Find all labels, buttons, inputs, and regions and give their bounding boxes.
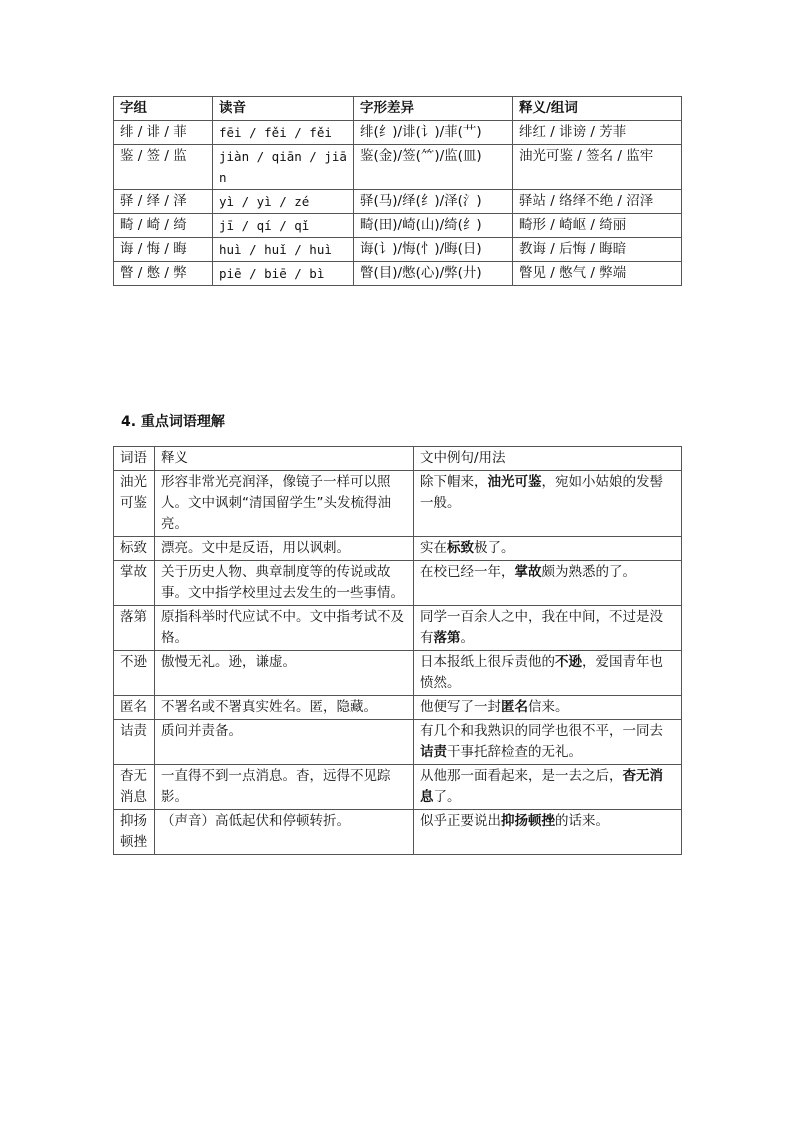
word-cell: 诘责 — [114, 720, 155, 765]
table-row — [114, 651, 682, 696]
pinyin-cell: fēi / fěi / fěi — [213, 121, 354, 145]
column-header: 文中例句/用法 — [414, 447, 682, 471]
example-keyword: 匿名 — [501, 699, 528, 715]
example-keyword: 落第 — [433, 630, 461, 646]
example-cell — [414, 537, 682, 561]
example-keyword: 抑扬顿挫 — [501, 813, 555, 829]
example-text: 信来。 — [528, 699, 569, 715]
example-text: 在校已经一年， — [420, 564, 515, 580]
column-header: 释义 — [155, 447, 414, 471]
example-cell — [414, 696, 682, 720]
meaning-cell: 畸形 / 崎岖 / 绮丽 — [513, 214, 682, 238]
table-row — [114, 262, 682, 286]
meaning-cell: 绯红 / 诽谤 / 芳菲 — [513, 121, 682, 145]
word-cell: 杳无消息 — [114, 765, 155, 810]
radical-cell: 驿(马)/绎(纟)/泽(氵) — [354, 190, 513, 214]
word-cell: 掌故 — [114, 561, 155, 606]
example-text: 。 — [460, 630, 474, 646]
example-text: 从他那一面看起来，是一去之后， — [420, 768, 623, 784]
definition-cell: 傲慢无礼。逊，谦虚。 — [155, 651, 414, 696]
definition-cell: 不署名或不署真实姓名。匿，隐藏。 — [155, 696, 414, 720]
meaning-cell: 瞥见 / 憋气 / 弊端 — [513, 262, 682, 286]
table-row — [114, 471, 682, 537]
meaning-cell: 驿站 / 络绎不绝 / 沼泽 — [513, 190, 682, 214]
example-text: ，爱国青年也愤然。 — [420, 654, 663, 691]
example-keyword: 油光可鉴 — [487, 474, 542, 490]
table-row — [114, 537, 682, 561]
meaning-cell: 教诲 / 后悔 / 晦暗 — [513, 238, 682, 262]
table-row — [114, 810, 682, 855]
char-group-cell: 绯 / 诽 / 菲 — [114, 121, 213, 145]
definition-cell: 漂亮。文中是反语，用以讽刺。 — [155, 537, 414, 561]
example-text: 同学一百余人之中，我在中间，不过是没有 — [420, 609, 663, 646]
table-row — [114, 190, 682, 214]
pinyin-cell: yì / yì / zé — [213, 190, 354, 214]
pinyin-cell: huì / huǐ / huì — [213, 238, 354, 262]
example-cell — [414, 561, 682, 606]
word-cell: 标致 — [114, 537, 155, 561]
pinyin-cell: jī / qí / qǐ — [213, 214, 354, 238]
example-text: 的话来。 — [555, 813, 609, 829]
example-cell — [414, 720, 682, 765]
word-cell: 匿名 — [114, 696, 155, 720]
definition-cell: 关于历史人物、典章制度等的传说或故事。文中指学校里过去发生的一些事情。 — [155, 561, 414, 606]
example-text: 日本报纸上很斥责他的 — [420, 654, 555, 670]
example-cell — [414, 810, 682, 855]
char-group-cell: 诲 / 悔 / 晦 — [114, 238, 213, 262]
column-header: 读音 — [213, 97, 354, 121]
example-text: 他便写了一封 — [420, 699, 501, 715]
example-cell — [414, 606, 682, 651]
table-header-row — [114, 447, 682, 471]
pinyin-cell: jiàn / qiān / jiān — [213, 145, 354, 190]
vocabulary-table — [113, 446, 682, 855]
section-heading: 4. 重点词语理解 — [121, 414, 225, 430]
table-row — [114, 720, 682, 765]
column-header: 释义/组词 — [513, 97, 682, 121]
char-group-cell: 瞥 / 憋 / 弊 — [114, 262, 213, 286]
table-row — [114, 561, 682, 606]
char-group-cell: 鉴 / 签 / 监 — [114, 145, 213, 190]
example-cell — [414, 471, 682, 537]
example-keyword: 杳无消息 — [420, 768, 663, 805]
table-row — [114, 765, 682, 810]
char-group-cell: 畸 / 崎 / 绮 — [114, 214, 213, 238]
character-comparison-table — [113, 96, 682, 286]
example-cell — [414, 765, 682, 810]
radical-cell: 瞥(目)/憋(心)/弊(廾) — [354, 262, 513, 286]
example-cell — [414, 651, 682, 696]
definition-cell: 原指科举时代应试不中。文中指考试不及格。 — [155, 606, 414, 651]
example-keyword: 诘责 — [420, 744, 447, 760]
radical-cell: 畸(田)/崎(山)/绮(纟) — [354, 214, 513, 238]
example-text: 颇为熟悉的了。 — [541, 564, 636, 580]
radical-cell: 诲(讠)/悔(忄)/晦(日) — [354, 238, 513, 262]
word-cell: 不逊 — [114, 651, 155, 696]
example-text: 极了。 — [474, 540, 515, 556]
char-group-cell: 驿 / 绎 / 泽 — [114, 190, 213, 214]
example-text: 了。 — [433, 789, 461, 805]
example-keyword: 掌故 — [514, 564, 542, 580]
table-row — [114, 121, 682, 145]
definition-cell: 质问并责备。 — [155, 720, 414, 765]
example-text: 实在 — [420, 540, 447, 556]
column-header: 字形差异 — [354, 97, 513, 121]
word-cell: 油光可鉴 — [114, 471, 155, 537]
pinyin-cell: piē / biē / bì — [213, 262, 354, 286]
definition-cell: 一直得不到一点消息。杳，远得不见踪影。 — [155, 765, 414, 810]
definition-cell: （声音）高低起伏和停顿转折。 — [155, 810, 414, 855]
column-header: 词语 — [114, 447, 155, 471]
word-cell: 落第 — [114, 606, 155, 651]
table-header-row — [114, 97, 682, 121]
example-text: 有几个和我熟识的同学也很不平，一同去 — [420, 723, 663, 739]
word-cell: 抑扬顿挫 — [114, 810, 155, 855]
example-keyword: 标致 — [447, 540, 474, 556]
example-text: ，宛如小姑娘的发髻一般。 — [420, 474, 663, 511]
example-text: 除下帽来， — [420, 474, 488, 490]
table-row — [114, 606, 682, 651]
radical-cell: 绯(纟)/诽(讠)/菲(艹) — [354, 121, 513, 145]
example-keyword: 不逊 — [555, 654, 582, 670]
example-text: 似乎正要说出 — [420, 813, 501, 829]
definition-cell: 形容非常光亮润泽，像镜子一样可以照人。文中讽刺“清国留学生”头发梳得油亮。 — [155, 471, 414, 537]
table-row — [114, 214, 682, 238]
table-row — [114, 145, 682, 190]
table-row — [114, 696, 682, 720]
table-row — [114, 238, 682, 262]
example-text: 干事托辞检查的无礼。 — [447, 744, 582, 760]
column-header: 字组 — [114, 97, 213, 121]
meaning-cell: 油光可鉴 / 签名 / 监牢 — [513, 145, 682, 190]
radical-cell: 鉴(金)/签(⺮)/监(皿) — [354, 145, 513, 190]
